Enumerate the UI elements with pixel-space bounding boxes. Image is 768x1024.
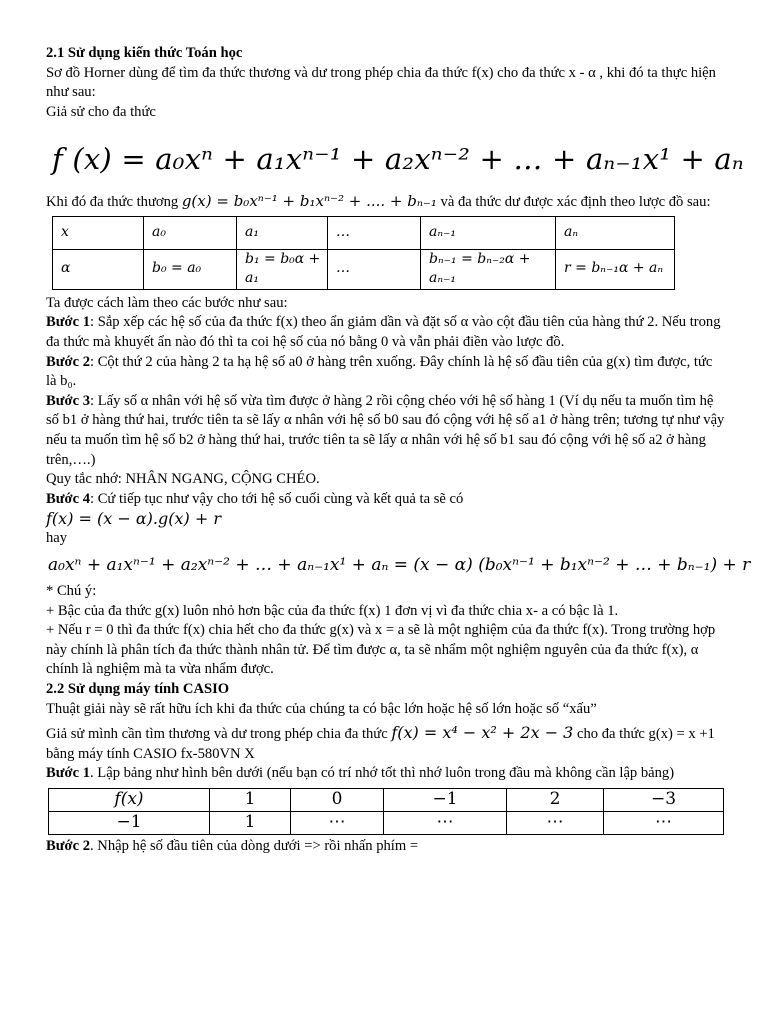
quotient-formula: g(x) = b₀xⁿ⁻¹ + b₁xⁿ⁻² + .... + bₙ₋₁ [181, 191, 437, 210]
table-cell: 1 [210, 789, 291, 812]
step-text: : Sắp xếp các hệ số của đa thức f(x) theo ẩn giảm dần và đặt số α vào cột đầu tiên của hàng thứ 2. Nếu trong đa thức mà khuyết ẩn nào đó thì ta coi hệ số của nó bằng 0 và vẫn phải điền vào lược đồ. [46, 314, 721, 350]
step-text: . Nhập hệ số đầu tiên của dòng dưới => rồi nhấn phím = [90, 838, 419, 854]
table-row [53, 216, 675, 249]
section-heading-2: 2.2 Sử dụng máy tính CASIO [46, 681, 230, 698]
or-word: hay [46, 529, 68, 546]
example-post: cho đa thức g(x) = x +1 bằng máy tính CASIO fx-580VN X [46, 726, 715, 762]
table-cell: ⋯ [291, 812, 384, 835]
step-label: Bước 3 [46, 392, 90, 409]
step-2 [46, 353, 726, 392]
step-3 [46, 392, 726, 470]
table-row [49, 789, 724, 812]
casio-intro: Thuật giải này sẽ rất hữu ích khi đa thức của chúng ta có bậc lớn hoặc hệ số lớn hoặc số “xấu” [46, 700, 597, 717]
step-text: : Lấy số α nhân với hệ số vừa tìm được ở hàng 2 rồi cộng chéo với hệ số hàng 1 (Ví dụ nếu ta muốn tìm hệ số b1 ở hàng thứ hai, trước tiên ta sẽ lấy α nhân với hệ số b0 sau đó cộng với hệ số a1 ở hàng trên; tương tự như vậy nếu ta muốn tìm hệ số b2 ở hàng thứ hai, trước tiên ta sẽ lấy α nhân với hệ số b1 sau đó cộng với hệ số a2 ở hàng trên,….) [46, 392, 725, 468]
casio-step-1 [46, 764, 726, 784]
table-cell: … [328, 216, 421, 249]
result-formula: f(x) = (x − α).g(x) + r [46, 509, 221, 529]
table-cell: b₀ = a₀ [144, 249, 237, 289]
example-formula: f(x) = x⁴ − x² + 2x − 3 [391, 723, 574, 743]
expanded-formula: a₀xⁿ + a₁xⁿ⁻¹ + a₂xⁿ⁻² + … + aₙ₋₁x¹ + aₙ = (x − α) (b₀xⁿ⁻¹ + b₁xⁿ⁻² + … + bₙ₋₁) + r [48, 555, 751, 576]
step-label: Bước 2 [46, 353, 90, 370]
suppose-line: Giả sử cho đa thức [46, 103, 156, 120]
quotient-pre: Khi đó đa thức thương [46, 193, 179, 210]
steps-intro: Ta được cách làm theo các bước như sau: [46, 294, 288, 311]
table-row [49, 812, 724, 835]
table-cell: … [328, 249, 421, 289]
table-cell: −3 [604, 789, 724, 812]
horner-scheme-table [52, 216, 675, 290]
table-cell: x [53, 216, 144, 249]
intro-paragraph: Sơ đồ Horner dùng để tìm đa thức thương và dư trong phép chia đa thức f(x) cho đa thức x - α , khi đó ta thực hiện như sau: [46, 64, 716, 101]
table-cell: b₁ = b₀α + a₁ [237, 249, 328, 289]
casio-step-2 [46, 837, 726, 857]
table-cell: aₙ₋₁ [421, 216, 556, 249]
table-cell: 1 [210, 812, 291, 835]
step-label: Bước 1 [46, 314, 90, 331]
step-text: : Cứ tiếp tục như vậy cho tới hệ số cuối cùng và kết quả ta sẽ có [90, 490, 464, 507]
step-4 [46, 490, 726, 510]
table-cell: −1 [49, 812, 210, 835]
table-cell: r = bₙ₋₁α + aₙ [556, 249, 675, 289]
table-cell: −1 [384, 789, 507, 812]
document-page [46, 44, 751, 857]
section-heading-1: 2.1 Sử dụng kiến thức Toán học [46, 45, 243, 61]
memory-rule: Quy tắc nhớ: NHÂN NGANG, CỘNG CHÉO. [46, 471, 320, 488]
step-label: Bước 2 [46, 838, 90, 854]
table-cell: α [53, 249, 144, 289]
table-cell: aₙ [556, 216, 675, 249]
table-row [53, 249, 675, 289]
table-cell: a₀ [144, 216, 237, 249]
example-pre: Giả sử mình cần tìm thương và dư trong phép chia đa thức [46, 726, 388, 743]
table-cell: ⋯ [384, 812, 507, 835]
step-label: Bước 4 [46, 490, 90, 507]
quotient-line [46, 192, 726, 213]
table-cell: f(x) [49, 789, 210, 812]
table-cell: bₙ₋₁ = bₙ₋₂α + aₙ₋₁ [421, 249, 556, 289]
table-cell: a₁ [237, 216, 328, 249]
casio-table [48, 788, 724, 835]
step-label: Bước 1 [46, 765, 90, 782]
table-cell: ⋯ [604, 812, 724, 835]
note-1: + Bậc của đa thức g(x) luôn nhỏ hơn bậc của đa thức f(x) 1 đơn vị vì đa thức chia x- a có bậc là 1. [46, 602, 619, 619]
table-cell: 2 [507, 789, 604, 812]
note-2: + Nếu r = 0 thì đa thức f(x) chia hết cho đa thức g(x) và x = a sẽ là một nghiệm của đa thức f(x). Trong trường hợp này chính là phân tích đa thức thành nhân tử. Để tìm được α, ta sẽ nhẩm một nghiệm nguyên của đa thức f(x), α chính là nghiệm mà ta vừa nhẩm được. [46, 622, 716, 678]
polynomial-formula: f (x) = a₀xⁿ + a₁xⁿ⁻¹ + a₂xⁿ⁻² + … + aₙ₋₁x¹ + aₙ [52, 142, 744, 177]
step-1 [46, 313, 726, 352]
step-text: . Lập bảng như hình bên dưới (nếu bạn có trí nhớ tốt thì nhớ luôn trong đầu mà không cần lập bảng) [90, 765, 675, 782]
table-cell: ⋯ [507, 812, 604, 835]
casio-example [46, 723, 726, 764]
table-cell: 0 [291, 789, 384, 812]
note-title: * Chú ý: [46, 583, 97, 600]
step-text: : Cột thứ 2 của hàng 2 ta hạ hệ số a0 ở hàng trên xuống. Đây chính là hệ số đầu tiên của g(x) tìm được, tức là b₀. [46, 353, 713, 390]
quotient-post: và đa thức dư được xác định theo lược đồ sau: [440, 193, 711, 210]
